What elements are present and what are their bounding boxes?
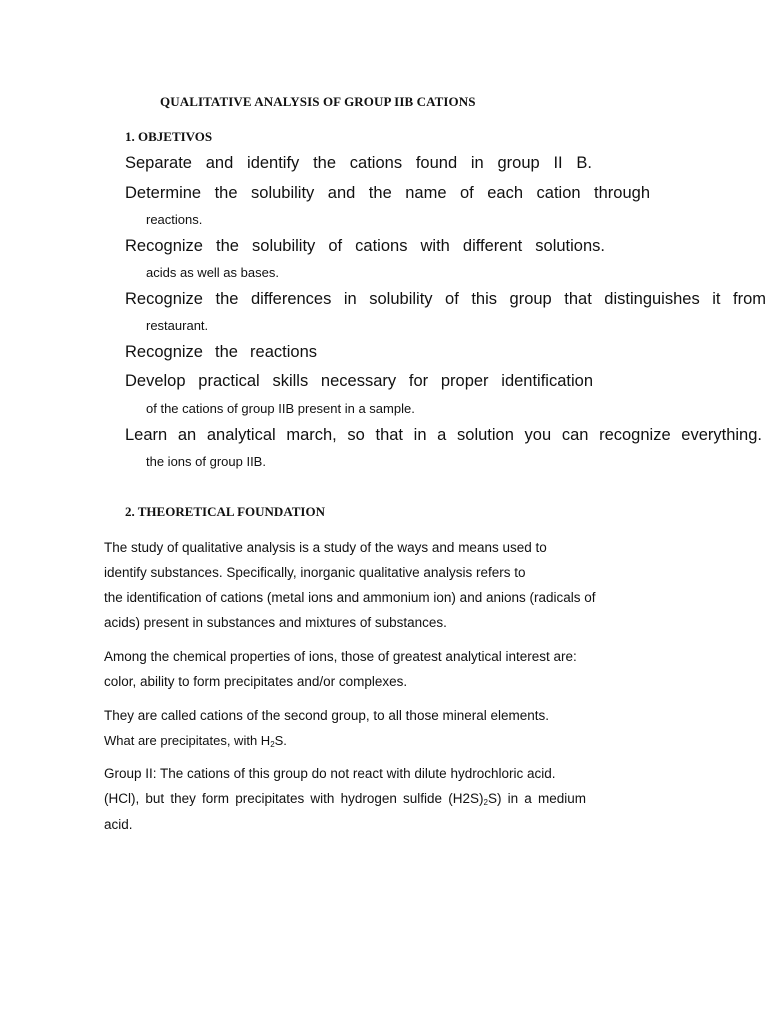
objective-3-text: Recognize the solubility of cations with different solutions.	[125, 237, 605, 255]
objective-2	[125, 184, 650, 203]
objective-7	[125, 426, 762, 445]
objective-6-text: Develop practical skills necessary for proper identification	[125, 372, 593, 390]
objective-1-text: Separate and identify the cations found in group II B.	[125, 154, 592, 172]
paragraph-3-line-1: They are called cations of the second group, to all those mineral elements.	[104, 708, 549, 723]
subscript-2: 2	[270, 740, 275, 749]
paragraph-4-line-2	[104, 791, 586, 806]
section-heading-theoretical-foundation: 2. THEORETICAL FOUNDATION	[125, 504, 325, 519]
subscript-2: 2	[483, 798, 488, 807]
objective-6	[125, 372, 593, 391]
objective-4	[125, 290, 766, 309]
paragraph-1-line-2: identify substances. Specifically, inorganic qualitative analysis refers to	[104, 565, 526, 580]
objective-4-text: Recognize the differences in solubility of this group that distinguishes it from	[125, 290, 766, 308]
paragraph-3-line-2	[104, 733, 287, 748]
paragraph-1-line-1: The study of qualitative analysis is a study of the ways and means used to	[104, 540, 547, 555]
paragraph-4-line-1: Group II: The cations of this group do not react with dilute hydrochloric acid.	[104, 766, 556, 781]
objective-5	[125, 343, 317, 362]
paragraph-1-line-3: the identification of cations (metal ions and ammonium ion) and anions (radicals of	[104, 590, 596, 605]
paragraph-2-line-2: color, ability to form precipitates and/or complexes.	[104, 674, 408, 689]
paragraph-4-line-3: acid.	[104, 817, 133, 832]
objective-2-text: Determine the solubility and the name of each cation through	[125, 184, 650, 202]
section-heading-objectives: 1. OBJETIVOS	[125, 129, 213, 144]
objective-7-continuation: the ions of group IIB.	[146, 454, 266, 469]
objective-4-continuation: restaurant.	[146, 318, 209, 333]
objective-6-continuation: of the cations of group IIB present in a sample.	[146, 401, 415, 416]
objective-3	[125, 237, 605, 256]
paragraph-3-line-2-suffix: S.	[274, 733, 287, 748]
objective-5-text: Recognize the reactions	[125, 343, 317, 361]
paragraph-4-line-2-text	[104, 791, 586, 806]
objective-1	[125, 154, 592, 173]
paragraph-3-line-2-prefix: What are precipitates, with H	[104, 733, 271, 748]
objective-7-text: Learn an analytical march, so that in a solution you can recognize everything.	[125, 426, 762, 444]
objective-3-continuation: acids as well as bases.	[146, 265, 279, 280]
paragraph-1-line-4: acids) present in substances and mixtures of substances.	[104, 615, 447, 630]
objective-2-continuation: reactions.	[146, 212, 203, 227]
paragraph-4-line-2-suffix: S) in a medium	[487, 791, 586, 806]
document-title: QUALITATIVE ANALYSIS OF GROUP IIB CATIONS	[160, 94, 476, 109]
paragraph-2-line-1: Among the chemical properties of ions, those of greatest analytical interest are:	[104, 649, 577, 664]
paragraph-4-line-2-prefix: (HCl), but they form precipitates with hydrogen sulfide (H2S)	[104, 791, 484, 806]
